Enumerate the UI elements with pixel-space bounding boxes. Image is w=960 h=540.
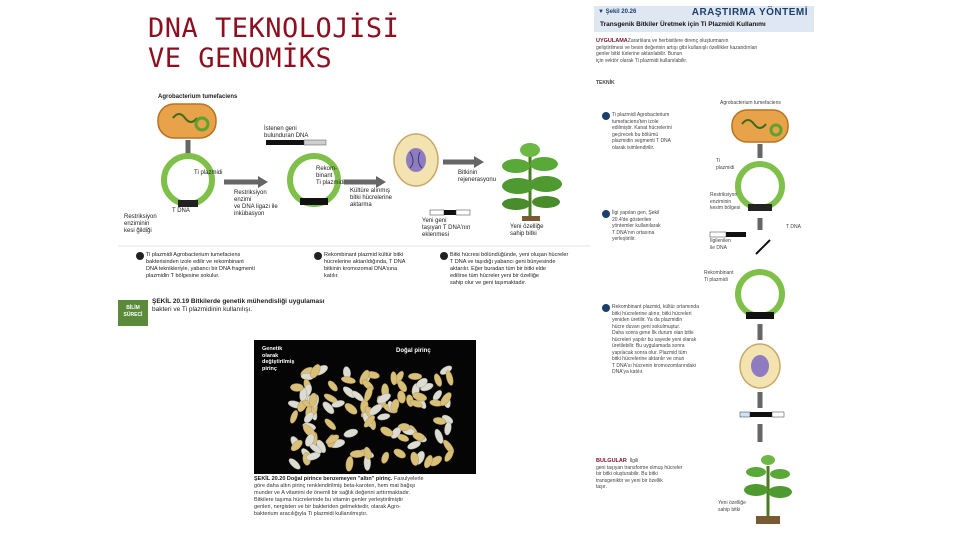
slide-title-line1: DNA TEKNOLOJİSİ: [148, 13, 400, 44]
recombinant-label: Rekom- binant Ti plazmidi: [316, 166, 345, 186]
rice-grain: [380, 451, 390, 465]
rice-grain: [290, 383, 303, 391]
figure-20-19-caption: [118, 296, 590, 328]
caption-19-line2: bakteri ve Ti plazmidinin kullanılışı.: [152, 306, 253, 313]
plant-leaf: [502, 159, 530, 173]
gene-strand-26: [710, 232, 726, 237]
step-1-marker: [136, 252, 144, 260]
step-3-text-26: Rekombinant plazmid, kültür ortamında bitki hücrelerine alınır, bitki hücreleri yeniden üretilir. Ya da plazmidin hücre duvarı geni sokulmuştur. Daha sonra gene İlk durum olan bitki hücreleri yapılır bu sayede yeni olarak üretilebilir. Bu uygulamada sonra yapılacak sonra olur. Plazmid tüm bitki hücrelerine aktarılır ve onun T DNA'sı hücrenin kromozomlarındaki DNA'ya katılır.: [612, 304, 699, 375]
step-2-text: Rekombinant plazmid kültür bitki hücrelerine aktarıldığında, T DNA bitkinin kromozomal DNA'sına katılır.: [324, 252, 406, 279]
step-1-marker-26: [602, 112, 610, 120]
site-label-26: Restriksiyon enziminin kesim bölgesi: [710, 192, 741, 211]
figure-26-subtitle: Transgenik Bitkiler Üretmek için Ti Plazmidi Kullanımı: [600, 21, 766, 28]
slide-title-line2: VE GENOMİKS: [148, 43, 333, 74]
gene-label-26: İlgilenilen ile DNA: [710, 238, 731, 251]
agro-label-26: Agrobacterium tumefaciens: [720, 100, 781, 106]
plant-label-26: Yeni özelliğe sahip bitki: [718, 500, 746, 513]
tdna-label-26: T DNA: [786, 224, 801, 230]
regen-label: Bitkinin rejenerasyonu: [458, 170, 497, 183]
recomb-label-26: Rekombinant Ti plazmidi: [704, 270, 734, 283]
ti-plasmid-ring-26: [738, 164, 782, 208]
uygulama-text: Zararlılara ve herbisitlere direnç oluşturmanın geliştirilmesi ve besin değerinin artışı gibi kullanışlı özellikler kazandırılan genler bitki türlerine aktarılabilir. Bunun için vektör olarak Ti plazmidi kullanılabilir.: [596, 38, 758, 64]
tdna-label: T DNA: [172, 208, 190, 214]
site-label: Restriksiyon enziminin kesi ğildiği: [124, 214, 157, 234]
cell-nucleus-shape: [406, 148, 426, 172]
caption-20-text: Fasulyelerle göre daha altın pirinç renklendirilmiş beta-karoten, hem mat bağışı munder ve A vitamini de önemli bir sağlık değerini arttırmaktadır. Bitkilere taşıma hücrelerinde bu vitamin genler yerleştirilmiştir genleri, nergisten ve bir bakteriden gelmektedir, olarak Agro- bakterium aracılığıyla Ti plazmidi kullanılmıştır.: [254, 476, 424, 517]
figure-26-type: ARAŞTIRMA YÖNTEMİ: [691, 7, 808, 18]
agro-label: Agrobacterium tumefaciens: [158, 94, 238, 100]
step-2-marker: [314, 252, 322, 260]
tdna-insert-label: Yeni geni taşıyan T DNA'nın eklenmesi: [422, 218, 471, 238]
figure-20-19-diagram: [118, 86, 590, 296]
rice-grain: [377, 413, 391, 422]
uygulama-label: UYGULAMA: [596, 38, 628, 44]
step-1-text: Ti plazmidi Agrobacterium tumefaciens bakterisinden izole edilir ve rekombinant DNA teknikleriyle, yabancı bir DNA fragmenti plazmidin T bölgesine sokulur.: [146, 252, 255, 279]
rice-grain: [287, 457, 302, 472]
bulgular-label: BULGULAR: [596, 458, 627, 464]
restriction-label: Restriksiyon enzimi ve DNA ligazı ile inkübasyon: [234, 190, 278, 217]
caption-19-text: [152, 298, 325, 314]
ti-label-26: Ti plazmidi: [716, 158, 735, 171]
rice-grain: [289, 409, 300, 424]
step-3-marker-26: [602, 304, 610, 312]
rice-grain: [433, 373, 444, 388]
science-process-tab: BİLİM SÜRECİ: [118, 300, 148, 326]
rice-grain: [445, 370, 455, 386]
figure-26-number: ▼ Şekil 20.26: [598, 9, 637, 15]
caption-19-title: ŞEKİL 20.19 Bitkilerde genetik mühendisliği uygulaması: [152, 298, 325, 305]
rice-grain: [343, 401, 359, 416]
gene-dna-label: İstenen geni bulunduran DNA: [264, 126, 309, 139]
gm-rice-label: Genetik olarak değiştirilmiş pirinç: [262, 346, 295, 372]
step-2-marker-26: [602, 210, 610, 218]
slide-title: [148, 14, 399, 74]
figure-20-26-panel: [592, 4, 816, 536]
culture-label: Kültüre alınmış bitki hücrelerine aktarma: [350, 188, 393, 208]
ti-plasmid-ring: [164, 156, 212, 204]
gene-dna-strand: [266, 140, 304, 145]
gene-dna-strand-light: [304, 140, 326, 145]
bulgular-section: [596, 458, 736, 491]
rice-grain: [345, 456, 354, 472]
step-1-text-26: Ti plazmidi Agrobacterium tumefaciens'ten izole edilmiştir. Kanat hücrelerini geçirecek bu bölümü plazmidin segmenti T DNA olarak isimlendirilir.: [612, 112, 672, 151]
ti-plasmid-label: Ti plazmidi: [194, 170, 223, 176]
chromosome-strand: [430, 210, 444, 215]
bulgular-text: İlgili geni taşıyan transforme olmuş hücreler bir bitki oluşturabilir. Bu bitki transgeniktir ve yeni bir özellik taşır.: [596, 458, 683, 490]
rice-grain: [408, 373, 422, 380]
step-2-text-26: İlgi yapılan gen, Şekil 20.4'de gösterilen yöntemler kullanılarak T DNA'nın ortasına yerleştirilir.: [612, 210, 661, 242]
figure-20-20-caption: [254, 476, 476, 518]
rice-grain: [392, 447, 407, 460]
natural-rice-label: Doğal pirinç: [396, 348, 431, 354]
rice-grain: [343, 427, 359, 438]
plant-label: Yeni özelliğe sahip bitki: [510, 224, 544, 237]
tdna-segment: [178, 200, 198, 207]
rice-grain: [326, 379, 339, 393]
step-3-text: Bitki hücresi bölündüğünde, yeni oluşan hücreler T DNA ve taşıdığı yabancı geni bünyesinde aktarılır. Eğer buradan tüm bir bitki elde edilirse tüm hücreler yeni bir özelliğe sahip olur ve geni taşımaktadır.: [450, 252, 569, 286]
golden-rice-photo: [254, 340, 476, 474]
rice-grain: [340, 375, 356, 384]
caption-20-title: ŞEKİL 20.20 Doğal pirince benzemeyen "altın" pirinç.: [254, 476, 393, 482]
rice-grain: [323, 417, 338, 432]
rice-grain: [390, 371, 397, 385]
rice-grain: [350, 450, 365, 458]
recombinant-ring-26: [738, 272, 782, 316]
teknik-label: TEKNİK: [596, 80, 615, 86]
inserted-gene-segment: [300, 198, 328, 205]
